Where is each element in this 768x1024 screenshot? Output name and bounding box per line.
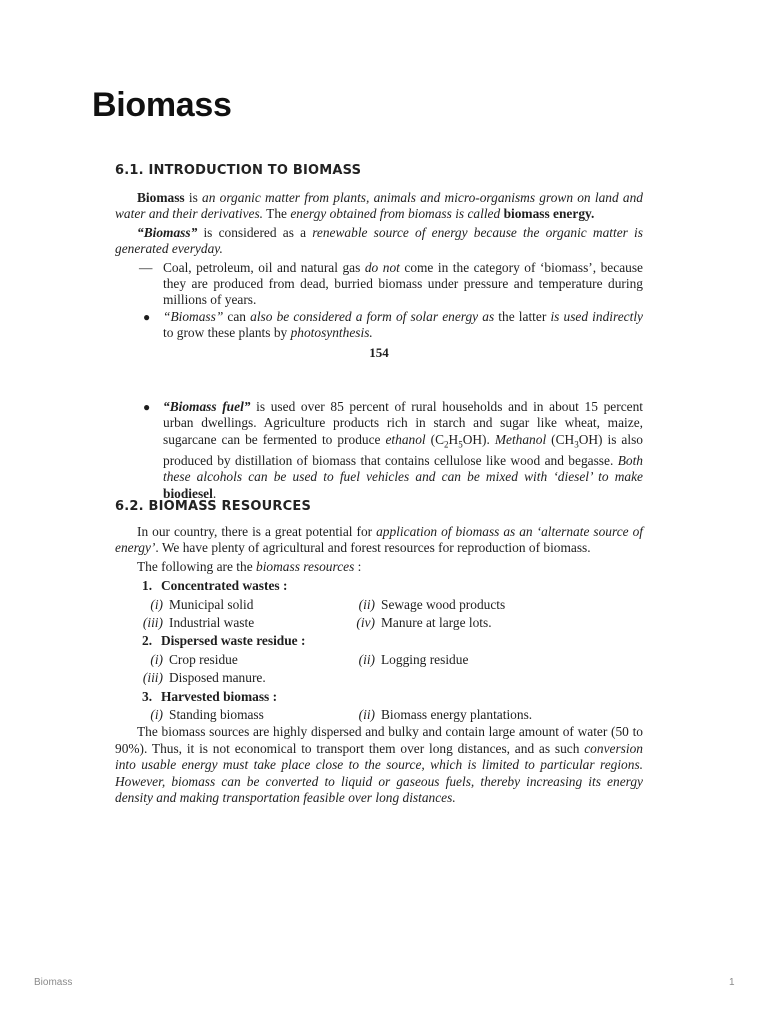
text-run: biodiesel [163, 485, 213, 501]
text-run: also be considered a form of solar energy as [250, 308, 495, 324]
fuel-section [115, 399, 643, 502]
text-run: do not [364, 259, 400, 275]
text-run: is considered as a [197, 224, 313, 240]
resource-item [141, 614, 254, 632]
resource-group-heading [115, 632, 643, 650]
text-run: In our country, there is a great potential for [137, 524, 377, 539]
resource-item [141, 596, 253, 614]
text-run: photosynthesis. [290, 325, 373, 341]
resource-item-text: Standing biomass [169, 707, 264, 722]
text-run: an organic matter from plants, animals and micro-organisms grown on land and water and their derivatives. [115, 190, 643, 222]
resource-item-row [115, 706, 643, 724]
resource-group-heading [115, 688, 643, 706]
bullet-icon: ● [143, 309, 151, 324]
resource-item [141, 706, 264, 724]
text-run: “Biomass fuel” [163, 399, 251, 414]
text-run: is [184, 190, 203, 205]
intro-paragraph-renewable [115, 225, 643, 258]
text-run: can [223, 308, 251, 324]
resources-paragraph-potential [115, 524, 643, 557]
text-run: is used indirectly [550, 308, 643, 324]
intro-paragraph-definition [115, 190, 643, 223]
text-run: . We have plenty of agricultural and forest resources for reproduction of biomass. [155, 540, 591, 556]
page-title: Biomass [92, 86, 232, 124]
fuel-bullet-item [115, 399, 643, 502]
resource-item-numeral: (i) [150, 596, 163, 612]
resources-heading: 6.2. BIOMASS RESOURCES [115, 499, 312, 514]
resource-item-text: Logging residue [381, 651, 469, 667]
text-run: 2 [444, 439, 449, 450]
resource-group-label: Dispersed waste residue : [161, 633, 306, 649]
resource-item-numeral: (i) [150, 707, 163, 722]
text-run: the latter [494, 308, 551, 324]
resources-paragraph-dispersed [115, 724, 643, 806]
resource-group-label: Harvested biomass : [161, 688, 278, 704]
text-run: come in the category of ‘biomass’, because they are produced from dead, burried biomass under pressure and temperature during millions of years. [163, 259, 643, 308]
resources-paragraph-following [115, 559, 643, 575]
text-run: : [354, 558, 362, 574]
resource-item [141, 669, 266, 687]
text-run: Both these alcohols can be used to fuel vehicles and can be mixed with ‘diesel’ to make [163, 452, 643, 485]
resource-item [353, 706, 532, 724]
text-run: 5 [458, 439, 463, 450]
text-run: energy obtained from biomass is called [290, 206, 501, 222]
resource-item-text: Municipal solid [169, 596, 254, 612]
resource-item-text: Manure at large lots. [381, 615, 492, 631]
bullet-icon: ● [143, 400, 151, 414]
text-run: is used over 85 percent of rural households and in about 15 percent urban dwellings. Agriculture products rich in starch and sugar like wheat, maize, sugarcane can be fermented to produce [163, 399, 643, 447]
resource-groups [115, 577, 643, 724]
intro-heading: 6.1. INTRODUCTION TO BIOMASS [115, 163, 362, 178]
text-run: (C [425, 431, 445, 447]
resource-group-heading [115, 577, 643, 595]
text-run: application of biomass as an ‘alternate source of energy’ [115, 524, 643, 556]
text-run: 3 [574, 439, 579, 450]
resource-item [353, 651, 468, 669]
text-run: (CH [546, 431, 575, 447]
text-run: OH) is also produced by distillation of biomass that contains cellulose like wood and begasse. [163, 431, 643, 468]
text-run: “Biomass” [137, 224, 198, 240]
resource-item-row [115, 651, 643, 669]
footer-title: Biomass [34, 977, 73, 988]
resource-group-number: 3. [142, 688, 153, 704]
resource-item-numeral: (iv) [356, 615, 375, 631]
resource-group-number: 1. [142, 578, 153, 594]
text-run: “Biomass” [163, 308, 224, 324]
resource-item-row [115, 596, 643, 614]
text-run: OH). [462, 431, 495, 447]
resource-item [353, 614, 492, 632]
resource-item-text: Disposed manure. [169, 670, 266, 686]
text-run: ethanol [385, 431, 426, 447]
intro-section [115, 163, 643, 342]
resource-item-numeral: (iii) [142, 615, 163, 631]
text-run: conversion into usable energy must take place close to the source, which is limited to particular regions. However, biomass can be converted to liquid or gaseous fuels, thereby increasing its energy density and making transportation feasible over long distances. [115, 740, 643, 806]
text-run: renewable source of energy because the organic matter is generated everyday. [115, 224, 643, 257]
intro-dash-item [115, 260, 643, 309]
text-run: The following are the [137, 558, 256, 574]
text-run: The biomass sources are highly dispersed and bulky and contain large amount of water (50 to 90%). Thus, it is not economical to transport them over long distances, and as such [115, 724, 643, 756]
resource-item-row [115, 669, 643, 687]
page-number-block [115, 345, 643, 361]
dash-mark: — [139, 259, 153, 275]
text-run: Methanol [494, 431, 547, 447]
resource-item-text: Biomass energy plantations. [381, 707, 533, 722]
text-run: to grow these plants by [163, 325, 291, 341]
resource-item-numeral: (ii) [358, 707, 375, 722]
resource-item-text: Sewage wood products [381, 596, 506, 612]
resource-item-row [115, 614, 643, 632]
resource-item-text: Crop residue [169, 651, 238, 667]
resource-item [353, 596, 505, 614]
text-run: biomass resources [256, 558, 355, 574]
resource-item [141, 651, 238, 669]
text-run: The [263, 206, 291, 222]
text-run: . [212, 485, 217, 501]
intro-bullet-item [115, 309, 643, 342]
resource-group-number: 2. [142, 633, 153, 649]
resource-group-label: Concentrated wastes : [161, 578, 288, 594]
text-run: Coal, petroleum, oil and natural gas [163, 259, 365, 275]
resource-item-numeral: (iii) [142, 670, 163, 686]
page-number: 154 [369, 345, 389, 360]
footer-page-number: 1 [729, 977, 735, 988]
resource-item-numeral: (ii) [358, 596, 375, 612]
resource-item-numeral: (ii) [358, 651, 375, 667]
resource-item-text: Industrial waste [169, 615, 255, 631]
text-run: Biomass [137, 190, 185, 205]
text-run: H [448, 431, 459, 447]
resources-section [115, 499, 643, 808]
resource-item-numeral: (i) [150, 651, 163, 667]
text-run: biomass energy. [503, 206, 595, 222]
